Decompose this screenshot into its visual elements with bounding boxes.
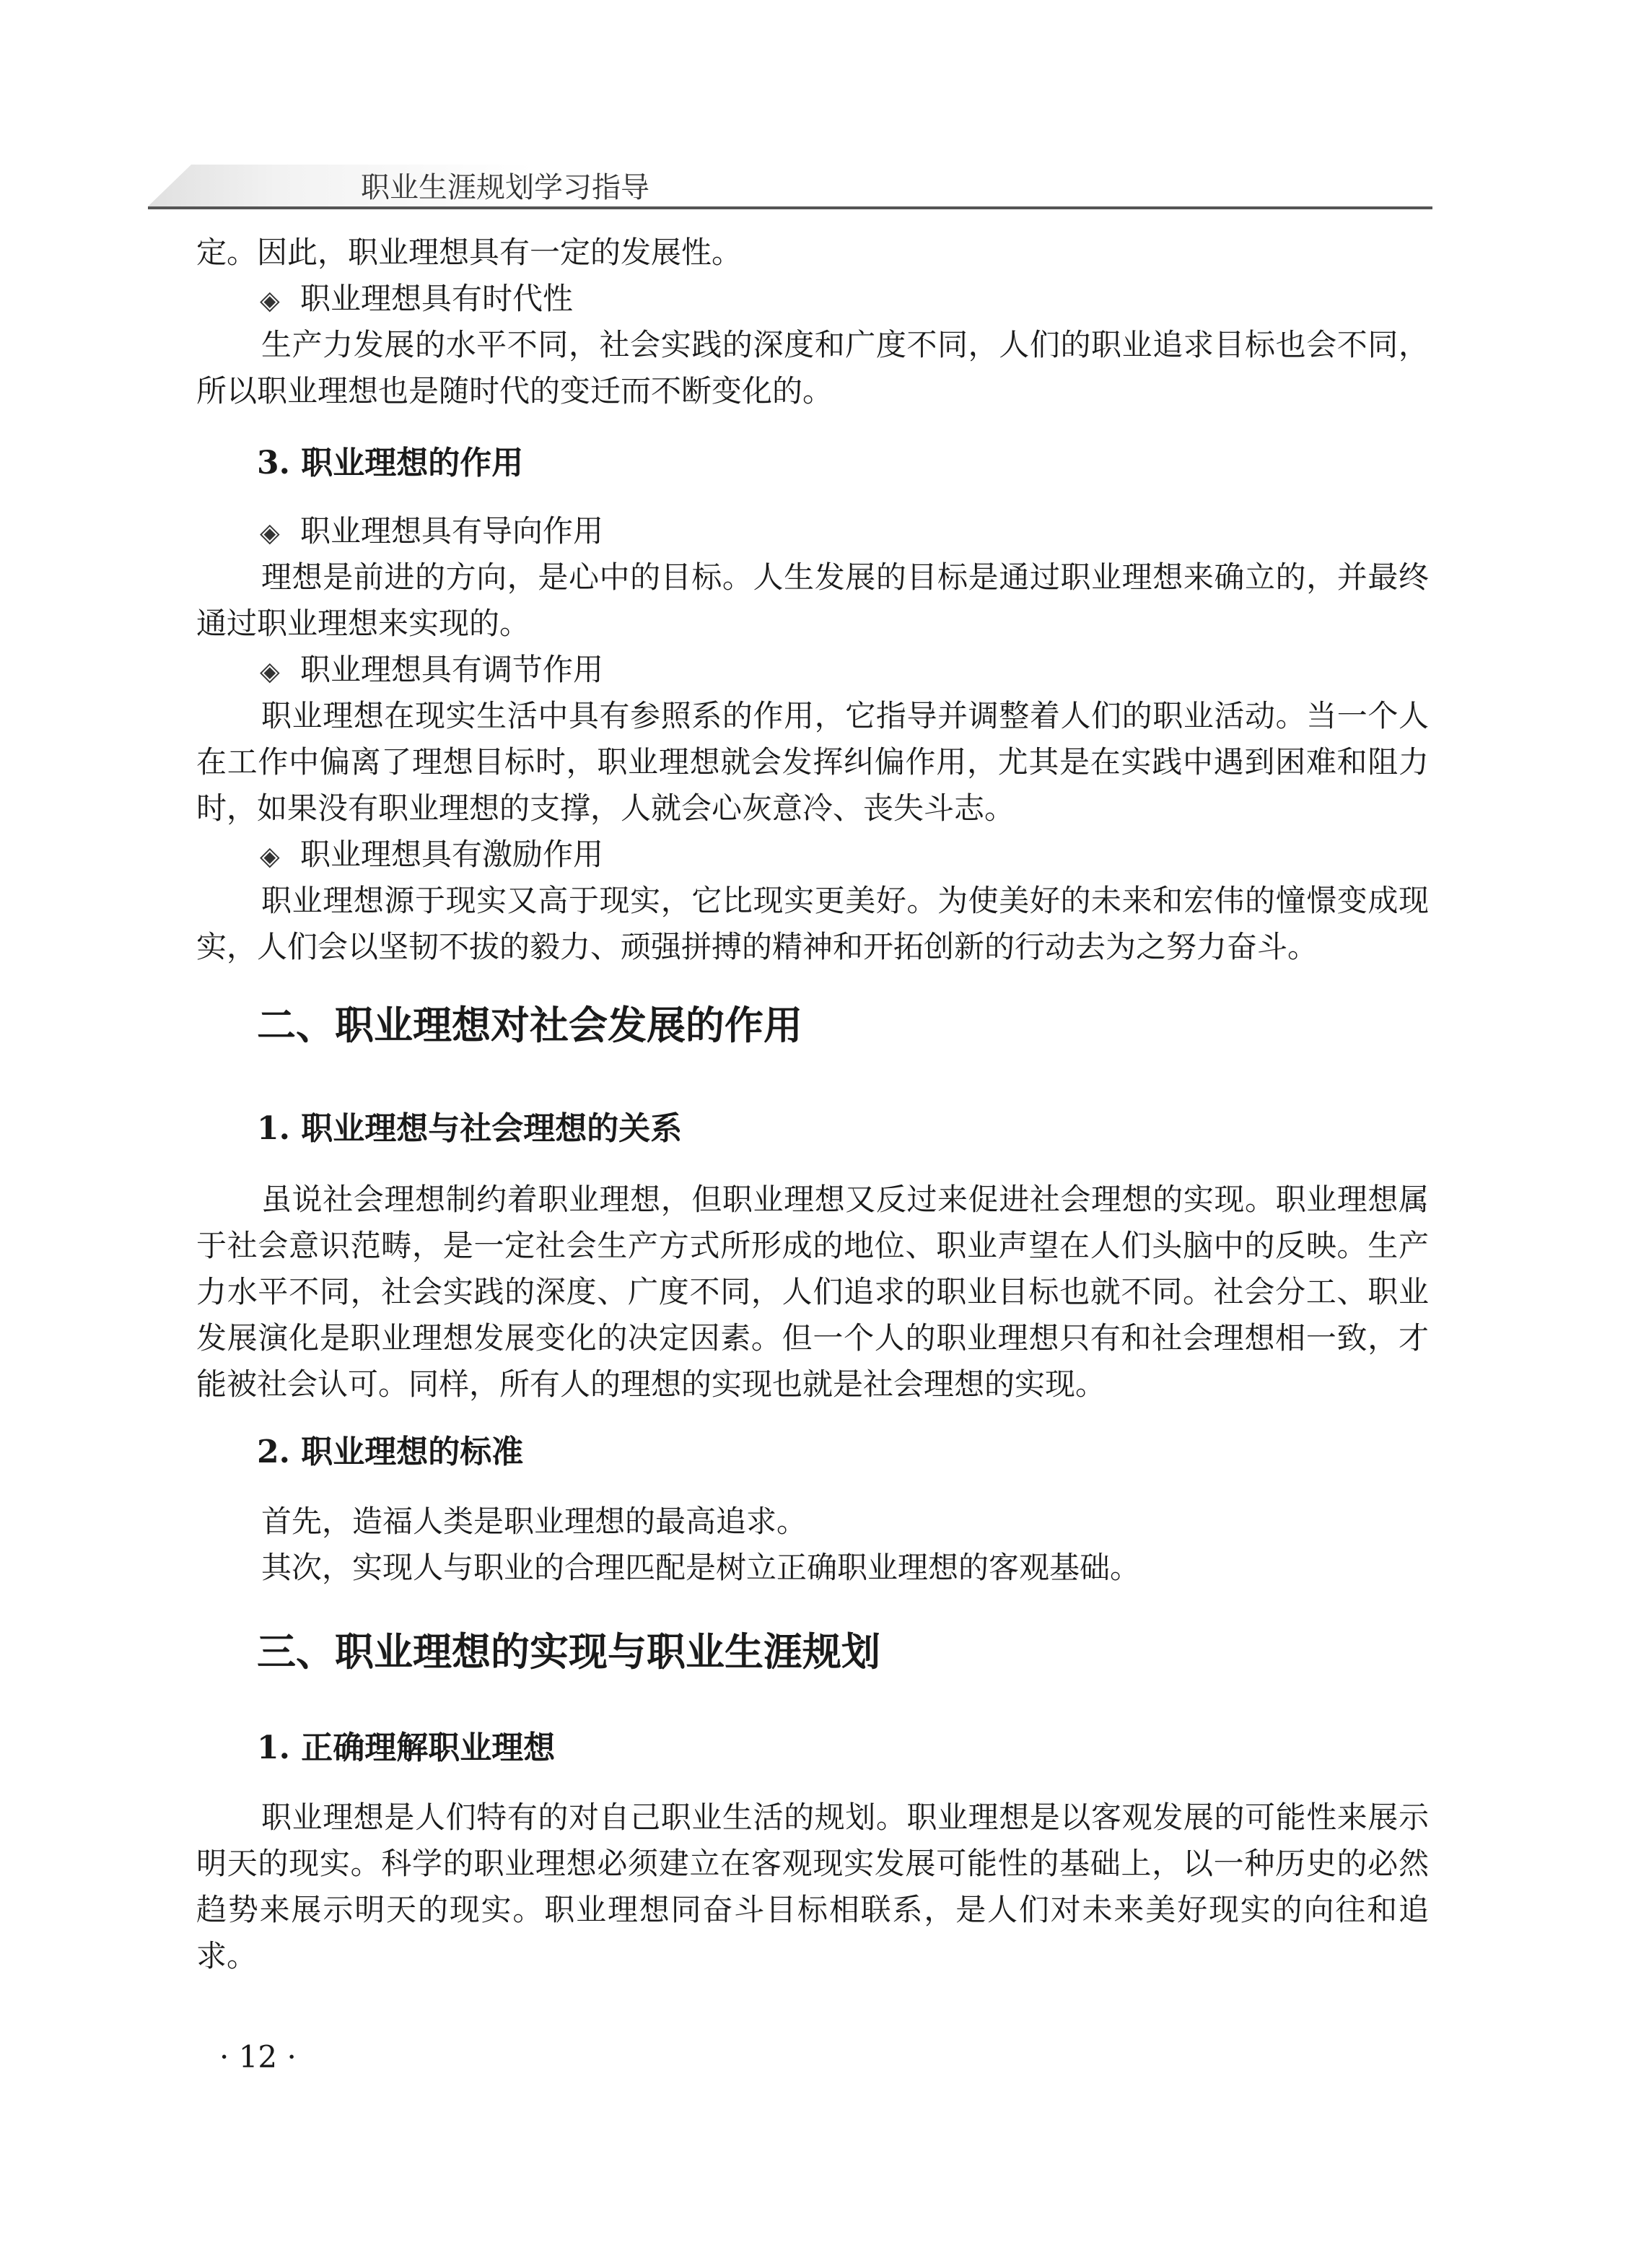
bullet-era-label: 职业理想具有时代性 [300, 281, 574, 316]
heading-understand-text: 正确理解职业理想 [301, 1730, 556, 1766]
heading-role-text: 职业理想的作用 [301, 445, 524, 481]
paragraph-first: 首先，造福人类是职业理想的最高追求。 [261, 1504, 808, 1539]
bullet-motivate-label: 职业理想具有激励作用 [300, 837, 604, 872]
paragraph-era: 生产力发展的水平不同，社会实践的深度和广度不同，人们的职业追求目标也会不同，所以职业理想也是随时代的变迁而不断变化的。 [196, 327, 1429, 409]
diamond-dot-icon: ◈ [260, 286, 280, 315]
heading-standard [257, 1431, 523, 1474]
heading-relation-number: 1. [257, 1110, 290, 1147]
paragraph-understand: 职业理想是人们特有的对自己职业生活的规划。职业理想是以客观发展的可能性来展示明天的现实。科学的职业理想必须建立在客观现实发展可能性的基础上，以一种历史的必然趋势来展示明天的现实。职业理想同奋斗目标相联系，是人们对未来美好现实的向往和追求。 [196, 1800, 1429, 1973]
paragraph-relation: 虽说社会理想制约着职业理想，但职业理想又反过来促进社会理想的实现。职业理想属于社会意识范畴，是一定社会生产方式所形成的地位、职业声望在人们头脑中的反映。生产力水平不同，社会实践的深度、广度不同，人们追求的职业目标也就不同。社会分工、职业发展演化是职业理想发展变化的决定因素。但一个人的职业理想只有和社会理想相一致，才能被社会认可。同样，所有人的理想的实现也就是社会理想的实现。 [196, 1182, 1429, 1402]
heading-role-number: 3. [257, 445, 290, 481]
paragraph-guide: 理想是前进的方向，是心中的目标。人生发展的目标是通过职业理想来确立的，并最终通过职业理想来实现的。 [196, 559, 1429, 641]
paragraph-motivate: 职业理想源于现实又高于现实，它比现实更美好。为使美好的未来和宏伟的憧憬变成现实，人们会以坚韧不拔的毅力、顽强拼搏的精神和开拓创新的行动去为之努力奋斗。 [196, 883, 1429, 964]
bullet-adjust [260, 647, 603, 695]
heading-standard-number: 2. [257, 1434, 290, 1470]
heading-standard-text: 职业理想的标准 [301, 1434, 524, 1470]
diamond-dot-icon: ◈ [260, 657, 280, 686]
bullet-guide-label: 职业理想具有导向作用 [300, 513, 604, 549]
section-heading-social: 二、职业理想对社会发展的作用 [257, 1003, 802, 1048]
running-header [0, 0, 1628, 217]
bullet-guide [260, 508, 603, 557]
heading-understand-number: 1. [257, 1730, 290, 1766]
running-title: 职业生涯规划学习指导 [361, 171, 649, 204]
heading-understand [257, 1727, 555, 1770]
heading-relation [257, 1107, 682, 1151]
paragraph-second: 其次，实现人与职业的合理匹配是树立正确职业理想的客观基础。 [261, 1550, 1141, 1585]
paragraph-adjust: 职业理想在现实生活中具有参照系的作用，它指导并调整着人们的职业活动。当一个人在工作中偏离了理想目标时，职业理想就会发挥纠偏作用，尤其是在实践中遇到困难和阻力时，如果没有职业理想的支撑，人就会心灰意冷、丧失斗志。 [196, 698, 1429, 826]
heading-role [257, 442, 523, 485]
heading-relation-text: 职业理想与社会理想的关系 [301, 1110, 683, 1147]
diamond-dot-icon: ◈ [260, 518, 280, 548]
section-heading-realize: 三、职业理想的实现与职业生涯规划 [257, 1629, 880, 1675]
diamond-dot-icon: ◈ [260, 842, 280, 871]
page-number: · 12 · [219, 2039, 297, 2075]
bullet-motivate [260, 832, 603, 880]
header-gradient-band [148, 165, 1432, 206]
bullet-era [260, 276, 573, 324]
bullet-adjust-label: 职业理想具有调节作用 [300, 652, 604, 687]
paragraph-intro-end: 定。因此，职业理想具有一定的发展性。 [196, 235, 743, 270]
header-rule [148, 206, 1432, 209]
